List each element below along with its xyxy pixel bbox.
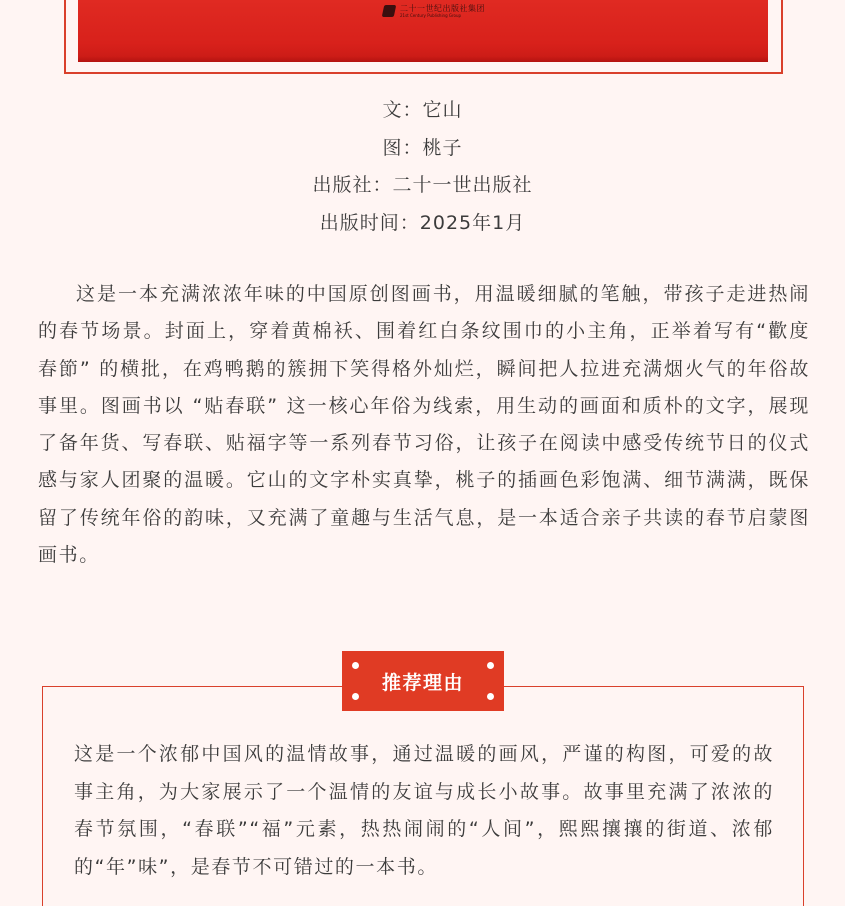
illustrator-line: 图：桃子 — [382, 136, 463, 159]
publisher-logo — [382, 4, 485, 18]
intro-paragraph: 这是一本充满浓浓年味的中国原创图画书，用温暖细腻的笔触，带孩子走进热闹的春节场景。封面上，穿着黄棉袄、围着红白条纹围巾的小主角，正举着写有“歡度春節” 的横批，在鸡鸭鹅的簇拥下笑得格外灿烂，瞬间把人拉进充满烟火气的年俗故事里。图画书以 “贴春联” 这一核心年俗为线索，用生动的画面和质朴的文字，展现了备年货、写春联、贴福字等一系列春节习俗，让孩子在阅读中感受传统节日的仪式感与家人团聚的温暖。它山的文字朴实真挚，桃子的插画色彩饱满、细节满满，既保留了传统年俗的韵味，又充满了童趣与生活气息，是一本适合亲子共读的春节启蒙图画书。 — [38, 283, 810, 567]
recommendation-text: 这是一个浓郁中国风的温情故事，通过温暖的画风，严谨的构图，可爱的故事主角，为大家展示了一个温情的友谊与成长小故事。故事里充满了浓浓的春节氛围，“春联”“福”元素，热热闹闹的“人间”，熙熙攘攘的街道、浓郁的“年”味”，是春节不可错过的一本书。 — [74, 743, 774, 878]
author-line: 文：它山 — [382, 99, 463, 121]
publisher-logo-subtext: 21st Century Publishing Group — [400, 12, 462, 18]
recommendation-badge — [342, 651, 504, 711]
badge-dot-icon — [487, 693, 494, 700]
publisher-line: 出版社：二十一世出版社 — [312, 174, 533, 196]
badge-dot-icon — [487, 662, 494, 669]
publish-date-line: 出版时间：2025年1月 — [319, 211, 526, 234]
badge-dot-icon — [352, 662, 359, 669]
publisher-logo-text: 二十一世纪出版社集团 — [400, 3, 485, 13]
badge-dot-icon — [352, 693, 359, 700]
book-credits — [0, 92, 845, 242]
recommendation-badge-label: 推荐理由 — [381, 671, 464, 694]
book-cover-image — [78, 0, 768, 62]
publisher-logo-icon — [382, 4, 396, 18]
